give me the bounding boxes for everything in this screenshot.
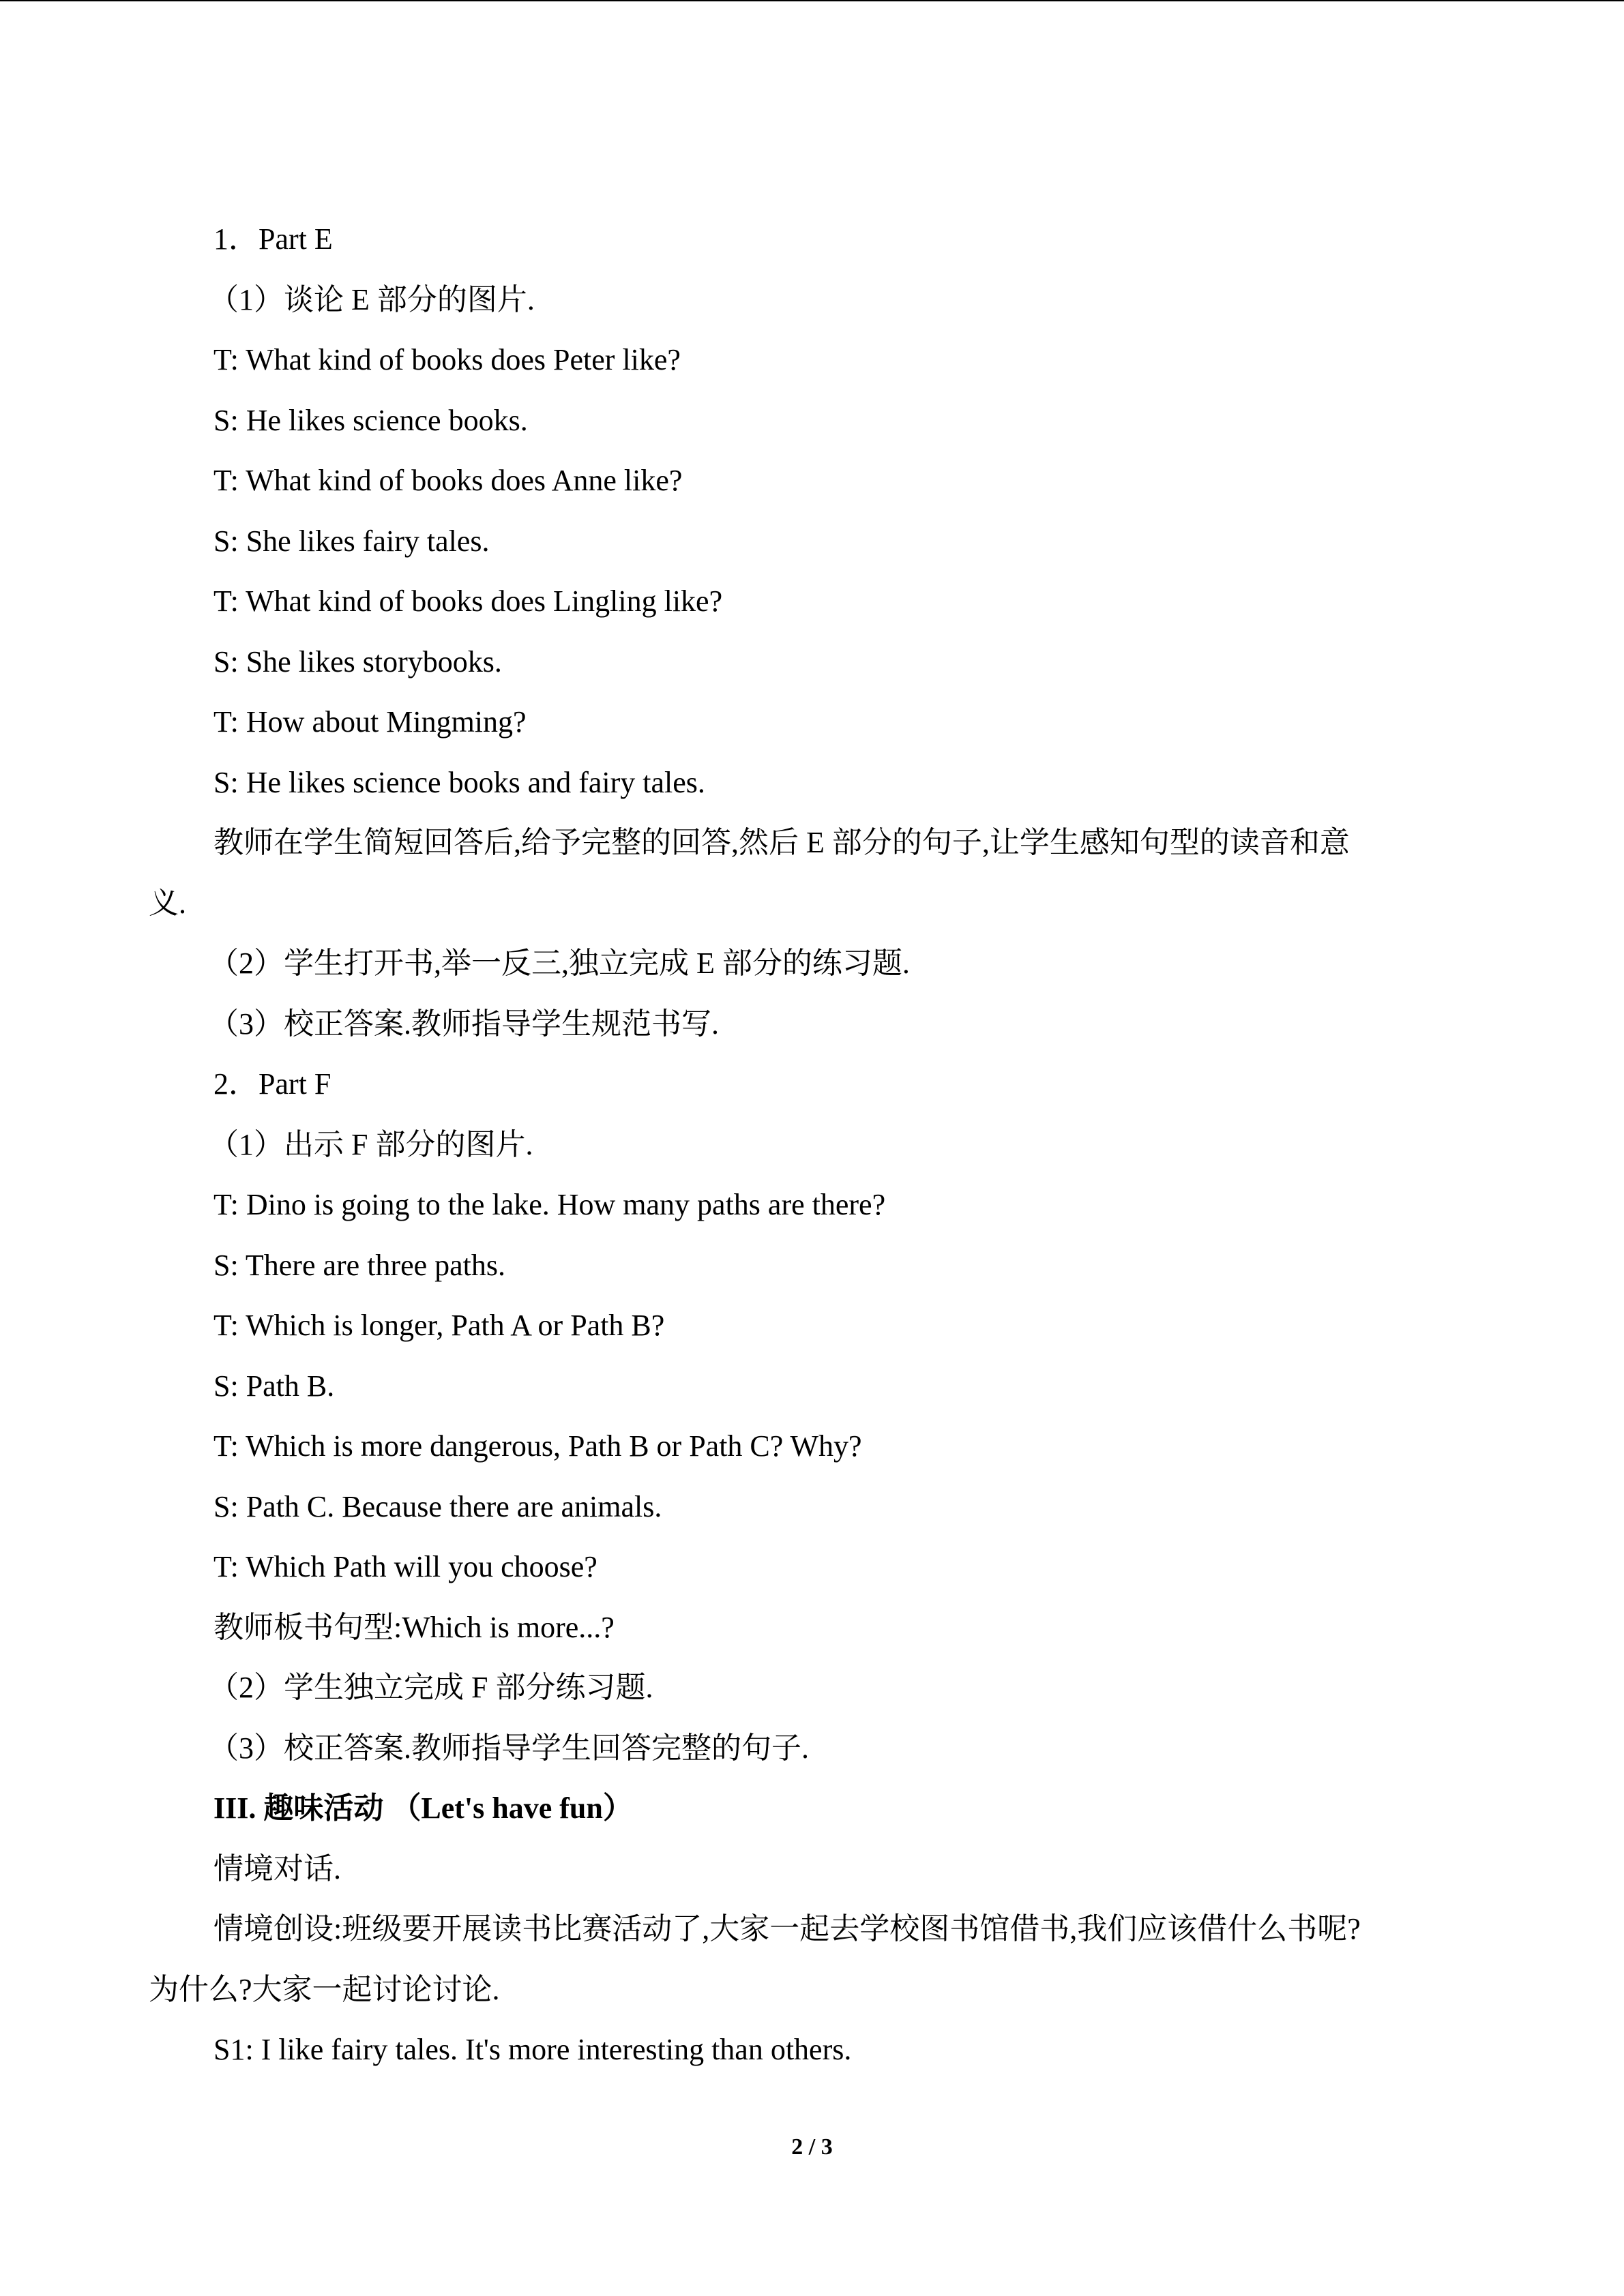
top-border-line — [0, 0, 1624, 1]
paragraph-line-continued: 义. — [149, 886, 186, 920]
dialogue-line: S: Path C. Because there are animals. — [213, 1489, 662, 1523]
dialogue-line: S: Path B. — [213, 1369, 335, 1403]
section-heading-part-e: 1．Part E — [213, 222, 333, 256]
paragraph-line: 教师板书句型:Which is more...? — [213, 1610, 615, 1644]
dialogue-line: S: There are three paths. — [213, 1248, 506, 1282]
dialogue-line: S: She likes storybooks. — [213, 644, 502, 679]
section-heading-fun-activity: III. 趣味活动 （Let's have fun） — [213, 1791, 633, 1825]
dialogue-line: T: What kind of books does Anne like? — [213, 464, 683, 497]
step-item: （3）校正答案.教师指导学生规范书写. — [209, 1007, 719, 1041]
section-heading-part-f: 2．Part F — [213, 1067, 331, 1101]
step-item: （2）学生打开书,举一反三,独立完成 E 部分的练习题. — [209, 946, 910, 980]
step-item: （1）谈论 E 部分的图片. — [209, 282, 535, 316]
dialogue-line: S1: I like fairy tales. It's more interesting than others. — [213, 2033, 852, 2066]
dialogue-line: T: Which is more dangerous, Path B or Path C? Why? — [213, 1429, 862, 1463]
paragraph-line: 情境创设:班级要开展读书比赛活动了,大家一起去学校图书馆借书,我们应该借什么书呢? — [213, 1912, 1361, 1945]
dialogue-line: S: He likes science books and fairy tales. — [213, 765, 705, 799]
dialogue-line: T: Dino is going to the lake. How many paths are there? — [213, 1188, 886, 1221]
step-item: （3）校正答案.教师指导学生回答完整的句子. — [209, 1731, 809, 1765]
dialogue-line: T: What kind of books does Lingling like? — [213, 584, 723, 618]
page-number: 2 / 3 — [791, 2134, 833, 2160]
paragraph-line: 教师在学生简短回答后,给予完整的回答,然后 E 部分的句子,让学生感知句型的读音和意 — [213, 826, 1350, 859]
step-item: （2）学生独立完成 F 部分练习题. — [209, 1671, 653, 1704]
dialogue-line: T: What kind of books does Peter like? — [213, 343, 681, 376]
paragraph-line-continued: 为什么?大家一起讨论讨论. — [149, 1972, 500, 2006]
dialogue-line: S: She likes fairy tales. — [213, 524, 490, 558]
dialogue-line: T: Which is longer, Path A or Path B? — [213, 1309, 665, 1342]
paragraph-line: 情境对话. — [213, 1851, 341, 1885]
document-body — [149, 209, 1472, 2081]
step-item: （1）出示 F 部分的图片. — [209, 1127, 533, 1161]
dialogue-line: T: How about Mingming? — [213, 705, 527, 739]
dialogue-line: S: He likes science books. — [213, 403, 528, 437]
dialogue-line: T: Which Path will you choose? — [213, 1550, 597, 1583]
